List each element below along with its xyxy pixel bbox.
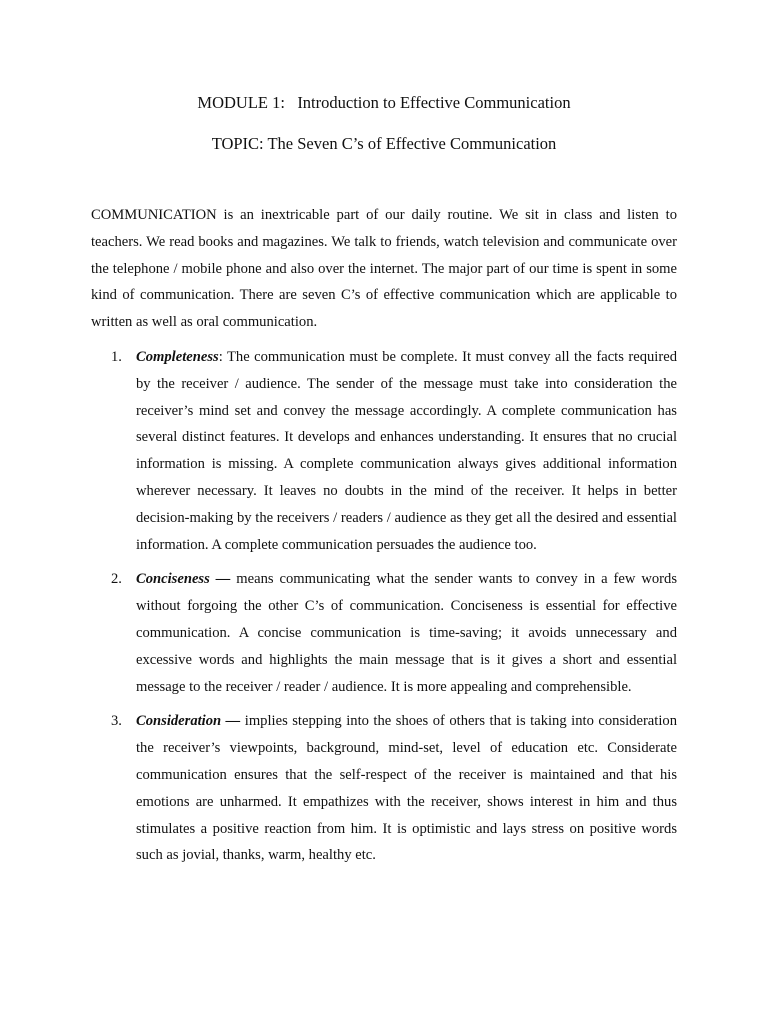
term-conciseness: Conciseness — (136, 571, 231, 588)
term-completeness: Completeness (136, 349, 219, 365)
module-title: MODULE 1: Introduction to Effective Communication (197, 93, 571, 112)
list-item-consideration (91, 708, 677, 869)
term-separator: : (218, 349, 227, 365)
point-text: means communicating what the sender wants to convey in a few words without forgoing the other C’s of communication. Conciseness is essential for effective communication. A concise communication is time-saving; it avoids unnecessary and excessive words and highlights the main message that is it gives a short and essential message to the receiver / reader / audience. It is more appealing and comprehensible. (136, 571, 678, 695)
intro-paragraph: COMMUNICATION is an inextricable part of our daily routine. We sit in class and listen to teachers. We read books and magazines. We talk to friends, watch television and communicate over the telephone / mobile phone and also over the internet. The major part of our time is spent in some kind of communication. There are seven C’s of effective communication which are applicable to written as well as oral communication. (91, 207, 677, 331)
point-text: implies stepping into the shoes of others that is taking into consideration the receiver’s viewpoints, background, mind-set, level of education etc. Considerate communication ensures that the self-respect of the receiver is maintained and that his emotions are unharmed. It empathizes with the receiver, shows interest in him and thus stimulates a positive reaction from him. It is optimistic and lays stress on positive words such as jovial, thanks, warm, healthy etc. (136, 713, 677, 864)
topic-title: TOPIC: The Seven C’s of Effective Communication (211, 134, 557, 153)
point-text: The communication must be complete. It must convey all the facts required by the receiver / audience. The sender of the message must take into consideration the receiver’s mind set and convey the message accordingly. A complete communication has several distinct features. It develops and enhances understanding. It ensures that no crucial information is missing. A complete communication always gives additional information wherever necessary. It leaves no doubts in the mind of the receiver. It helps in better decision-making by the receivers / readers / audience as they get all the desired and essential information. A complete communication persuades the audience too. (136, 349, 677, 553)
list-item-completeness (91, 344, 677, 558)
seven-cs-list (91, 344, 677, 877)
term-consideration: Consideration — (136, 713, 241, 730)
list-number: 3. (111, 713, 122, 730)
list-item-conciseness (91, 566, 677, 700)
list-number: 2. (111, 571, 122, 588)
list-number: 1. (111, 349, 122, 365)
